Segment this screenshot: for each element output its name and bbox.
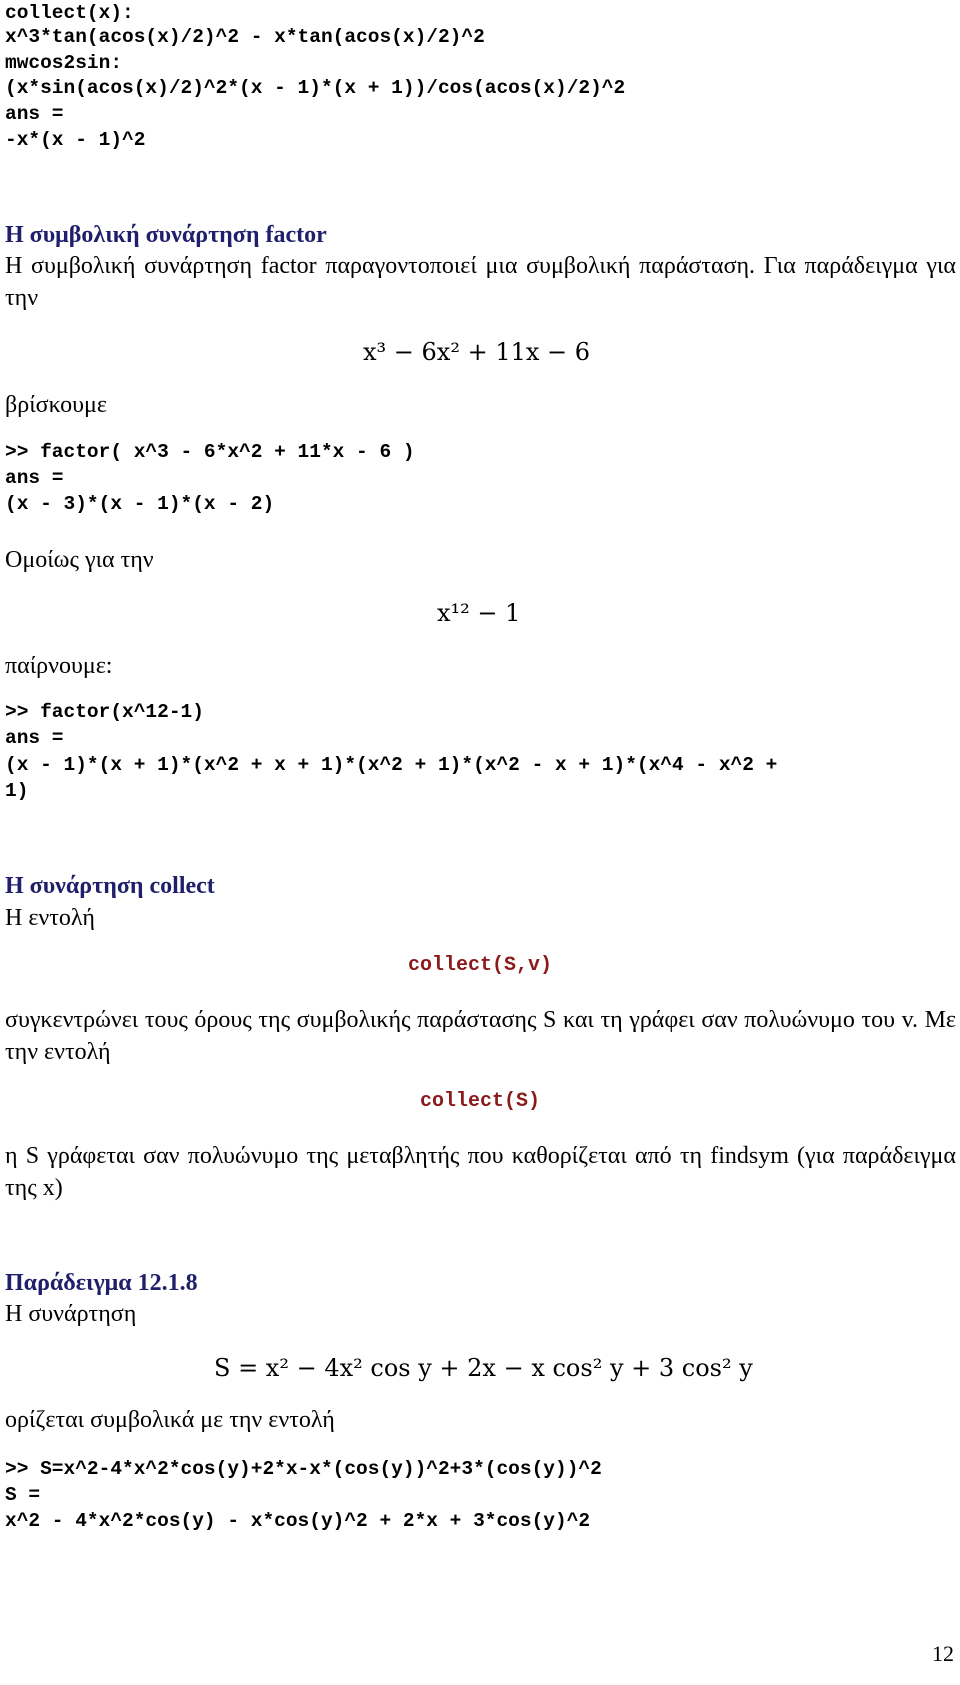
formula-S: S = x² − 4x² cos y + 2x − x cos² y + 3 cos² y	[214, 1354, 753, 1382]
formula-cubic: x³ − 6x² + 11x − 6	[363, 338, 591, 366]
page-number: 12	[932, 1641, 954, 1666]
code-line: ans =	[5, 467, 64, 489]
label-command: Η εντολή	[5, 905, 95, 931]
code-line: >> factor(x^12-1)	[5, 701, 204, 723]
code-line: collect(x):	[5, 2, 134, 24]
label-defined: ορίζεται συμβολικά με την εντολή	[5, 1407, 335, 1433]
section-heading-collect: Η συνάρτηση collect	[5, 873, 215, 899]
paragraph-collect-desc2: η S γράφεται σαν πολυώνυμο της μεταβλητής που καθορίζεται από τη findsym (για παράδειγμα της x)	[5, 1143, 956, 1201]
code-line: S =	[5, 1484, 41, 1506]
paragraph-collect-desc1: συγκεντρώνει τους όρους της συμβολικής παράστασης S και τη γράφει σαν πολυώνυμο του v. Με την εντολή	[5, 1007, 956, 1065]
section-heading-factor: Η συμβολική συνάρτηση factor	[5, 222, 327, 248]
code-line: x^2 - 4*x^2*cos(y) - x*cos(y)^2 + 2*x + 3*cos(y)^2	[5, 1510, 591, 1532]
code-line: ans =	[5, 103, 64, 125]
code-line: >> factor( x^3 - 6*x^2 + 11*x - 6 )	[5, 441, 415, 463]
label-found: βρίσκουμε	[5, 392, 107, 418]
code-line: x^3*tan(acos(x)/2)^2 - x*tan(acos(x)/2)^2	[5, 26, 485, 48]
code-line: (x - 3)*(x - 1)*(x - 2)	[5, 493, 275, 515]
code-line: -x*(x - 1)^2	[5, 129, 146, 151]
formula-x12: x¹² − 1	[437, 599, 521, 627]
code-line: 1)	[5, 780, 29, 802]
code-line: ans =	[5, 727, 64, 749]
command-collect-s: collect(S)	[419, 1090, 541, 1113]
paragraph-factor-intro: Η συμβολική συνάρτηση factor παραγοντοποιεί μια συμβολική παράσταση. Για παράδειγμα για την	[5, 253, 956, 311]
code-line: (x - 1)*(x + 1)*(x^2 + x + 1)*(x^2 + 1)*(x^2 - x + 1)*(x^4 - x^2 +	[5, 754, 778, 776]
command-collect-sv: collect(S,v)	[407, 954, 553, 977]
section-heading-example: Παράδειγμα 12.1.8	[5, 1270, 198, 1296]
label-similarly: Ομοίως για την	[5, 547, 154, 573]
label-take: παίρνουμε:	[5, 653, 113, 679]
code-line: >> S=x^2-4*x^2*cos(y)+2*x-x*(cos(y))^2+3*(cos(y))^2	[5, 1458, 602, 1480]
code-line: (x*sin(acos(x)/2)^2*(x - 1)*(x + 1))/cos(acos(x)/2)^2	[5, 77, 626, 99]
label-function: Η συνάρτηση	[5, 1301, 137, 1327]
code-line: mwcos2sin:	[5, 52, 123, 74]
